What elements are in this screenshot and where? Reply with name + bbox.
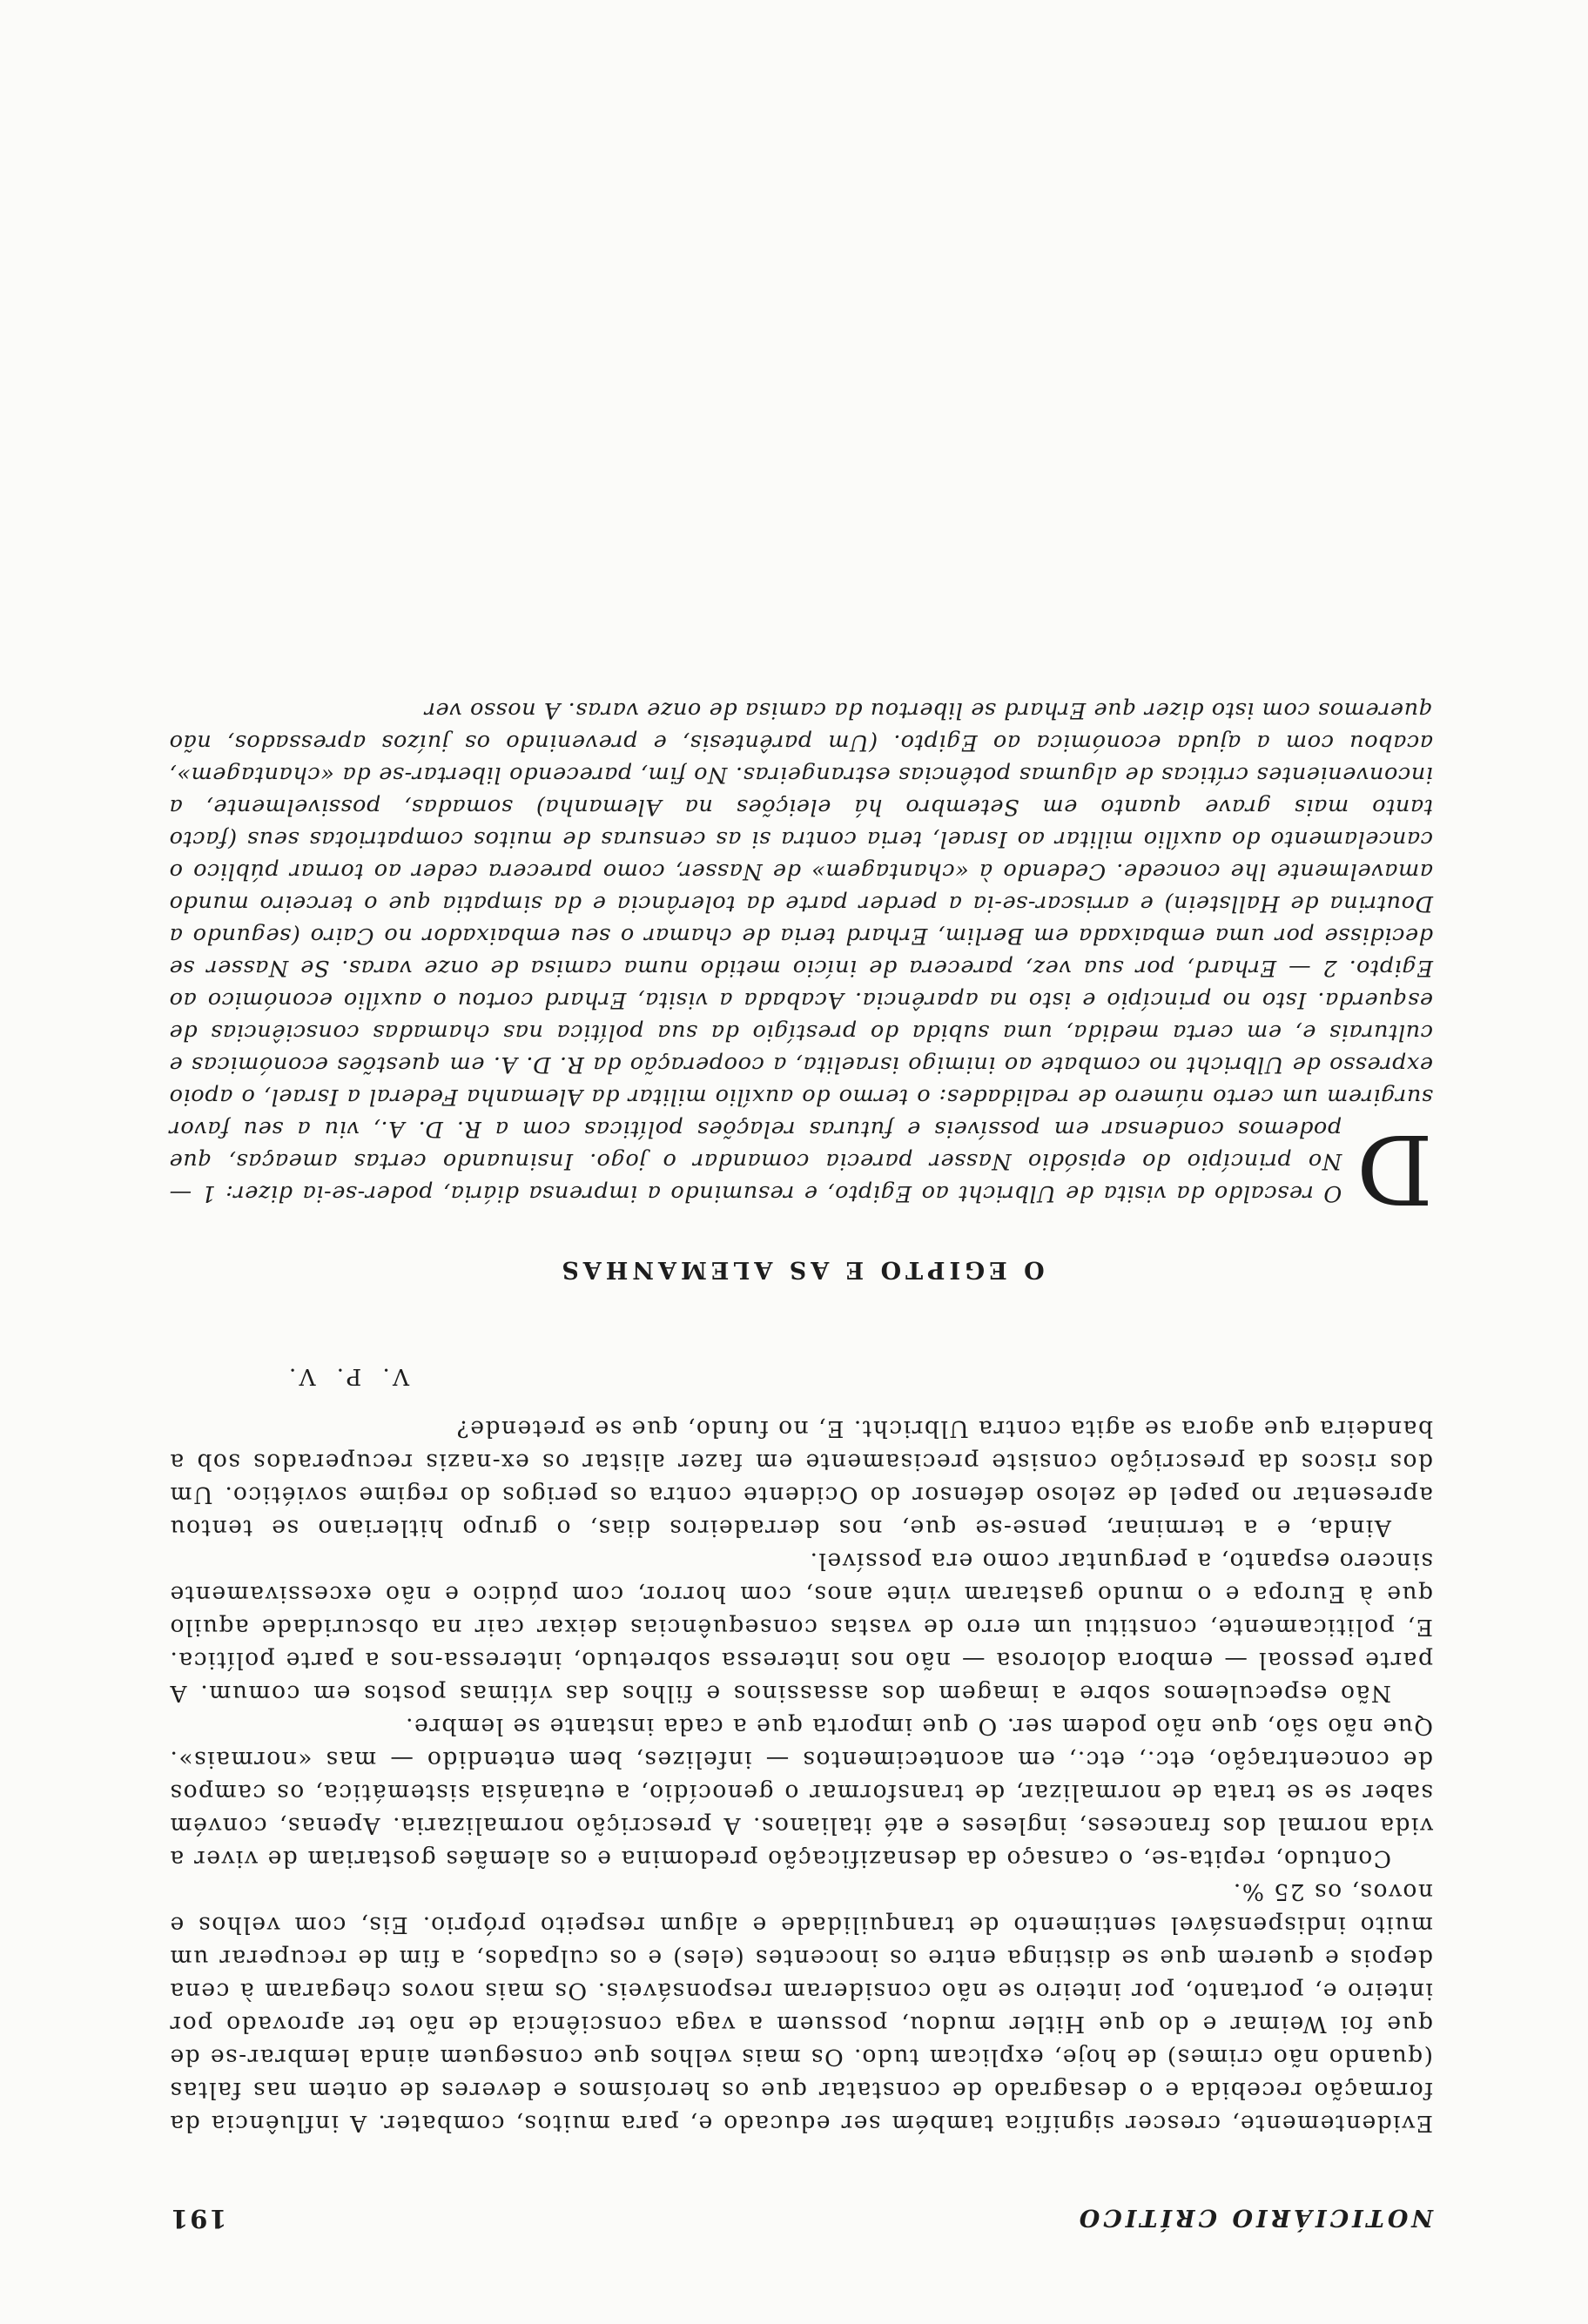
page-number: 191 bbox=[169, 2204, 227, 2233]
section-body bbox=[169, 694, 1433, 1225]
paragraph: Não especulemos sobre a imagem dos assassinos e filhos das vítimas postos em comum. A parte pessoal — embora dolorosa — não nos interessa sobretudo, interessa-nos a parte política. E, politicamente, constitui um erro de vastas consequências deixar cair na obscuridade aquilo que à Europa e o mundo gastaram vinte anos, com horror, com púdico e não excessivamente sincero espanto, a perguntar como era possível. bbox=[169, 1548, 1433, 1707]
section-title: O EGIPTO E AS ALEMANHAS bbox=[557, 1256, 1045, 1283]
paragraph bbox=[169, 694, 1433, 1225]
article-body bbox=[169, 1412, 1433, 2139]
paragraph-text: O rescaldo da visita de Ulbricht ao Egipto, e resumindo a imprensa diária, poder-se-ia dizer: 1 — No princípio do episódio Nasser parecia comandar o jogo. Insinuando certas ameaças, que podemos condensar em possíveis e futuras relações políticas com a R. D. A., viu a seu favor surgirem um certo número de realidades: o termo do auxílio militar da Alemanha Federal a Israel, o apoio expresso de Ulbricht no combate ao inimigo israelita, a cooperação da R. D. A. em questões económicas e culturais e, em certa medida, uma subida do prestígio da sua política nas chamadas consciências de esquerda. Isto no princípio e isto na aparência. Acabada a visita, Erhard cortou o auxílio económico ao Egipto. 2 — Erhard, por sua vez, parecera de início metido numa camisa de onze varas. Se Nasser se decidisse por uma embaixada em Berlim, Erhard teria de chamar o seu embaixador no Cairo (segundo a Doutrina de Hallstein) e arriscar-se-ia a perder parte da tolerância e da simpatia que o terceiro mundo amavelmente lhe concede. Cedendo à «chantagem» de Nasser, como parecera ceder ao tornar público o cancelamento do auxílio militar ao Israel, teria contra si as censuras de muitos compatriotas seus (facto tanto mais grave quanto em Setembro há eleições na Alemanha) somadas, possivelmente, a inconvenientes críticas de algumas potências estrangeiras. No fim, parecendo libertar-se da «chantagem», acabou com a ajuda económica ao Egipto. (Um parêntesis, e prevenindo os juízos apressados, não queremos com isto dizer que Erhard se libertou da camisa de onze varas. A nosso ver bbox=[169, 697, 1433, 1206]
paragraph: Contudo, repita-se, o cansaço da desnazificação predomina e os alemães gostariam de viver a vida normal dos franceses, ingleses e até italianos. A prescrição normalizaria. Apenas, convém saber se se trata de normalizar, de transformar o genocídio, a eutanásia sistemática, os campos de concentração, etc., etc., em acontecimentos — infelizes, bem entendido — mas «normais». Que não são, que não podem ser. O que importa que a cada instante se lembre. bbox=[169, 1713, 1433, 1872]
running-head bbox=[169, 2181, 1433, 2233]
printed-page bbox=[169, 694, 1433, 2233]
paragraph: Ainda, e a terminar, pense-se que, nos derradeiros dias, o grupo hitleriano se tentou apresentar no papel de zeloso defensor do Ocidente contra os perigos do regime soviético. Um dos riscos da prescrição consiste precisamente em fazer alistar os ex-nazis recuperados sob a bandeira que agora se agita contra Ulbricht. E, no fundo, que se pretende? bbox=[169, 1415, 1433, 1541]
drop-cap: D bbox=[1356, 1113, 1433, 1225]
running-title: NOTICIÁRIO CRÍTICO bbox=[1075, 2204, 1433, 2231]
paragraph: Evidentemente, crescer significa também ser educado e, para muitos, combater. A influência da formação recebida e o desagrado de constatar que os heroísmos e deveres de ontem nas faltas (quando não crimes) de hoje, explicam tudo. Os mais velhos que conseguem ainda lembrar-se de que foi Weimar e do que Hitler mudou, possuem a vaga consciência de não ter aprovado por inteiro e, portanto, por inteiro se não consideram responsáveis. Os mais novos chegaram à cena depois e querem que se distinga entre os inocentes (eles) e os culpados, a fim de recuperar um muito indispensável sentimento de tranquilidade e algum respeito próprio. Eis, com velhos e novos, os 25 %. bbox=[169, 1878, 1433, 2137]
author-signature: V. P. V. bbox=[282, 1363, 410, 1389]
